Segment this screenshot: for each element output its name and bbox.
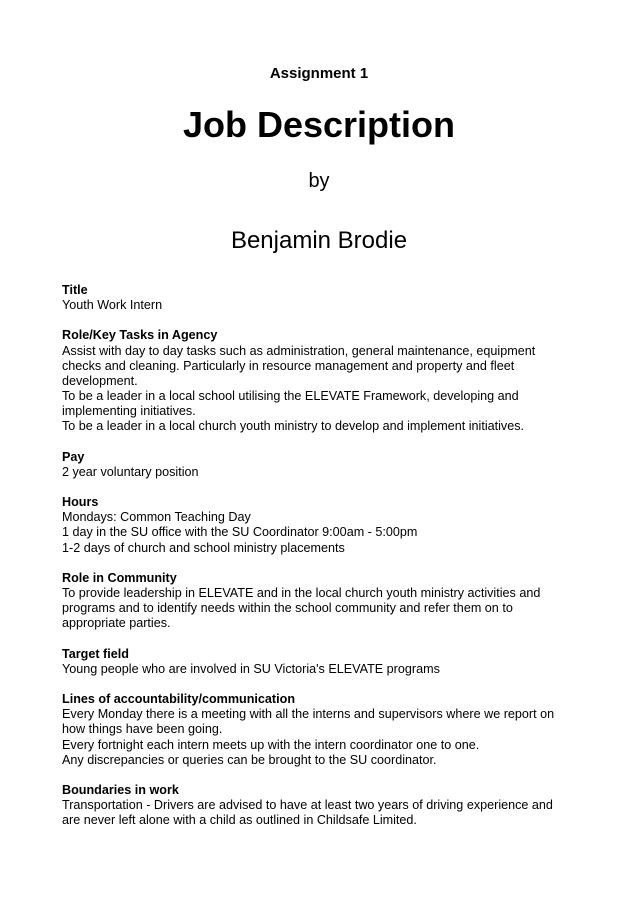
section-heading: Lines of accountability/communication — [62, 692, 296, 707]
section-line: how things have been going. — [62, 722, 223, 737]
section-line: 1 day in the SU office with the SU Coordinator 9:00am - 5:00pm — [62, 525, 418, 540]
section-heading: Boundaries in work — [62, 783, 179, 798]
section-line: implementing initiatives. — [62, 404, 196, 419]
section-line: Every fortnight each intern meets up with the intern coordinator one to one. — [62, 737, 480, 752]
section-line: Every Monday there is a meeting with all the interns and supervisors where we report on — [62, 707, 555, 722]
section-line: Mondays: Common Teaching Day — [62, 510, 251, 525]
section-line: Any discrepancies or queries can be brought to the SU coordinator. — [62, 752, 437, 767]
section-heading: Hours — [62, 495, 99, 510]
section-line: To provide leadership in ELEVATE and in the local church youth ministry activities and — [62, 586, 541, 601]
section-line: 1-2 days of church and school ministry placements — [62, 540, 345, 555]
section-line: 2 year voluntary position — [62, 464, 199, 479]
document-body — [62, 283, 582, 844]
section-boundaries-in-work — [62, 783, 582, 828]
assignment-label: Assignment 1 — [269, 65, 369, 82]
section-line: Youth Work Intern — [62, 298, 163, 313]
section-line: Young people who are involved in SU Victoria's ELEVATE programs — [62, 661, 440, 676]
section-role-key-tasks — [62, 328, 582, 434]
section-line: Assist with day to day tasks such as administration, general maintenance, equipment — [62, 343, 536, 358]
section-heading: Role in Community — [62, 570, 177, 585]
section-heading: Target field — [62, 646, 129, 661]
document-title: Job Description — [182, 104, 456, 145]
section-line: Transportation - Drivers are advised to have at least two years of driving experience and — [62, 798, 553, 813]
section-hours — [62, 495, 582, 556]
section-line: To be a leader in a local church youth ministry to develop and implement initiatives. — [62, 419, 525, 434]
by-label: by — [308, 170, 330, 192]
section-line: programs and to identify needs within the school community and refer them on to — [62, 601, 513, 616]
section-role-in-community — [62, 571, 582, 632]
section-pay — [62, 450, 582, 480]
section-line: To be a leader in a local school utilising the ELEVATE Framework, developing and — [62, 389, 519, 404]
section-line: appropriate parties. — [62, 616, 171, 631]
section-line: are never left alone with a child as outlined in Childsafe Limited. — [62, 813, 417, 828]
section-heading: Title — [62, 283, 88, 297]
section-heading: Pay — [62, 449, 85, 464]
section-line: checks and cleaning. Particularly in resource management and property and fleet — [62, 358, 515, 373]
section-line: development. — [62, 373, 138, 388]
section-heading: Role/Key Tasks in Agency — [62, 328, 218, 343]
author-name: Benjamin Brodie — [230, 227, 408, 254]
section-title — [62, 283, 582, 313]
section-target-field — [62, 647, 582, 677]
section-lines-of-accountability — [62, 692, 582, 768]
